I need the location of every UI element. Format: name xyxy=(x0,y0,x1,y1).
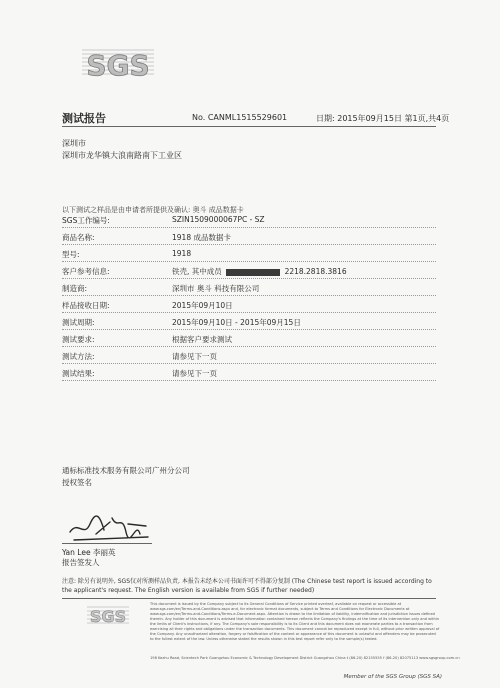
field-row xyxy=(62,347,436,364)
field-value: 2015年09月10日 xyxy=(172,301,233,310)
field-label: 型号: xyxy=(62,250,80,259)
footer-logo-text: SGS xyxy=(89,607,127,626)
field-label: 测试方法: xyxy=(62,352,95,361)
sgs-footer-logo xyxy=(86,603,130,627)
field-value: 2015年09月10日 - 2015年09月15日 xyxy=(172,318,301,327)
field-value: 1918 xyxy=(172,249,192,258)
field-row xyxy=(62,330,436,347)
field-row xyxy=(62,364,436,381)
general-conditions-text: This document is issued by the Company subject to its General Conditions of Service printed overleaf, available on request or accessible at www.sgs.com/en/Terms-and-Conditions.aspx and, for electronic format documents, subject to Terms and Conditions for Electronic Documents at www.sgs.com/en/Terms-and-Conditions/Terms-e-Document.aspx. Attention is drawn to the limitation of liability, indemnification and jurisdiction issues defined therein. Any holder of this document is advised that information contained hereon reflects the Company's findings at the time of its intervention only and within the limits of Client's instructions, if any. The Company's sole responsibility is to its Client and this document does not exonerate parties to a transaction from exercising all their rights and obligations under the transaction documents. This document cannot be reproduced except in full, without prior written approval of the Company. Any unauthorized alteration, forgery or falsification of the content or appearance of this document is unlawful and offenders may be prosecuted to the fullest extent of the law. Unless otherwise stated the results shown in this test report refer only to the sample(s) tested. xyxy=(150,602,440,641)
authorized-signature-label: 授权签名 xyxy=(62,478,92,487)
lab-name: 通标标准技术服务有限公司广州分公司 xyxy=(62,466,190,475)
client-address: 深圳市龙华镇大浪南路南下工业区 xyxy=(62,151,182,160)
member-line: Member of the SGS Group (SGS SA) xyxy=(343,674,442,680)
field-value: 请参见下一页 xyxy=(172,352,217,361)
signatory-title: 报告签发人 xyxy=(62,558,100,567)
field-row xyxy=(62,211,436,228)
field-row xyxy=(62,313,436,330)
report-title: 测试报告 xyxy=(62,112,106,125)
client-name: 深圳市 xyxy=(62,139,86,148)
sgs-logo xyxy=(80,44,156,82)
handwritten-signature xyxy=(66,510,152,546)
field-row xyxy=(62,228,436,245)
field-value xyxy=(172,266,347,277)
footer-rule xyxy=(62,598,436,599)
field-label: 客户参考信息: xyxy=(62,267,110,276)
field-label: 商品名称: xyxy=(62,233,95,242)
field-row xyxy=(62,279,436,296)
redaction-bar xyxy=(226,269,280,276)
report-date-pages: 日期: 2015年09月15日 第1页,共4页 xyxy=(316,114,450,123)
header-rule xyxy=(62,126,436,127)
field-value: SZIN1509000067PC - SZ xyxy=(172,215,265,224)
signatory-name: Yan Lee 李丽英 xyxy=(62,548,116,557)
report-number: No. CANML1515529601 xyxy=(192,113,288,122)
field-label: 测试结果: xyxy=(62,369,95,378)
field-value-pre: 铁壳, 其中成员 xyxy=(172,267,222,276)
field-label: 样品接收日期: xyxy=(62,301,110,310)
field-label: 制造商: xyxy=(62,284,88,293)
field-label: 测试周期: xyxy=(62,318,95,327)
field-value-post: 2218.2818.3816 xyxy=(284,267,347,276)
field-row xyxy=(62,296,436,313)
intro-statement: 以下测试之样品是由申请者所提供及确认: 奥斗 成品数据卡 xyxy=(62,206,244,214)
field-label: 测试要求: xyxy=(62,335,95,344)
field-value: 请参见下一页 xyxy=(172,369,217,378)
field-label: SGS工作编号: xyxy=(62,216,110,225)
fields-table xyxy=(62,211,436,381)
logo-text: SGS xyxy=(86,49,150,82)
signature-line xyxy=(62,543,152,544)
field-value: 根据客户要求测试 xyxy=(172,335,232,344)
report-note: 注意: 除另有说明外, SGS仅对所测样品负责, 本报告未经本公司书面许可不得部分复制 (The Chinese test report is issued according to the applicant's request. The English version is available from SGS if further needed) xyxy=(62,578,432,594)
field-row xyxy=(62,262,436,279)
footer-address: 198 Kezhu Road, Scientech Park Guangzhou Economic & Technology Development District Guangzhou China t (86-20) 82155555 f (86-20) 82075113 www.sgsgroup.com.cn xyxy=(150,656,460,660)
field-value: 1918 成品数据卡 xyxy=(172,233,231,242)
field-row xyxy=(62,245,436,262)
field-value: 深圳市 奥斗 科技有限公司 xyxy=(172,284,260,293)
